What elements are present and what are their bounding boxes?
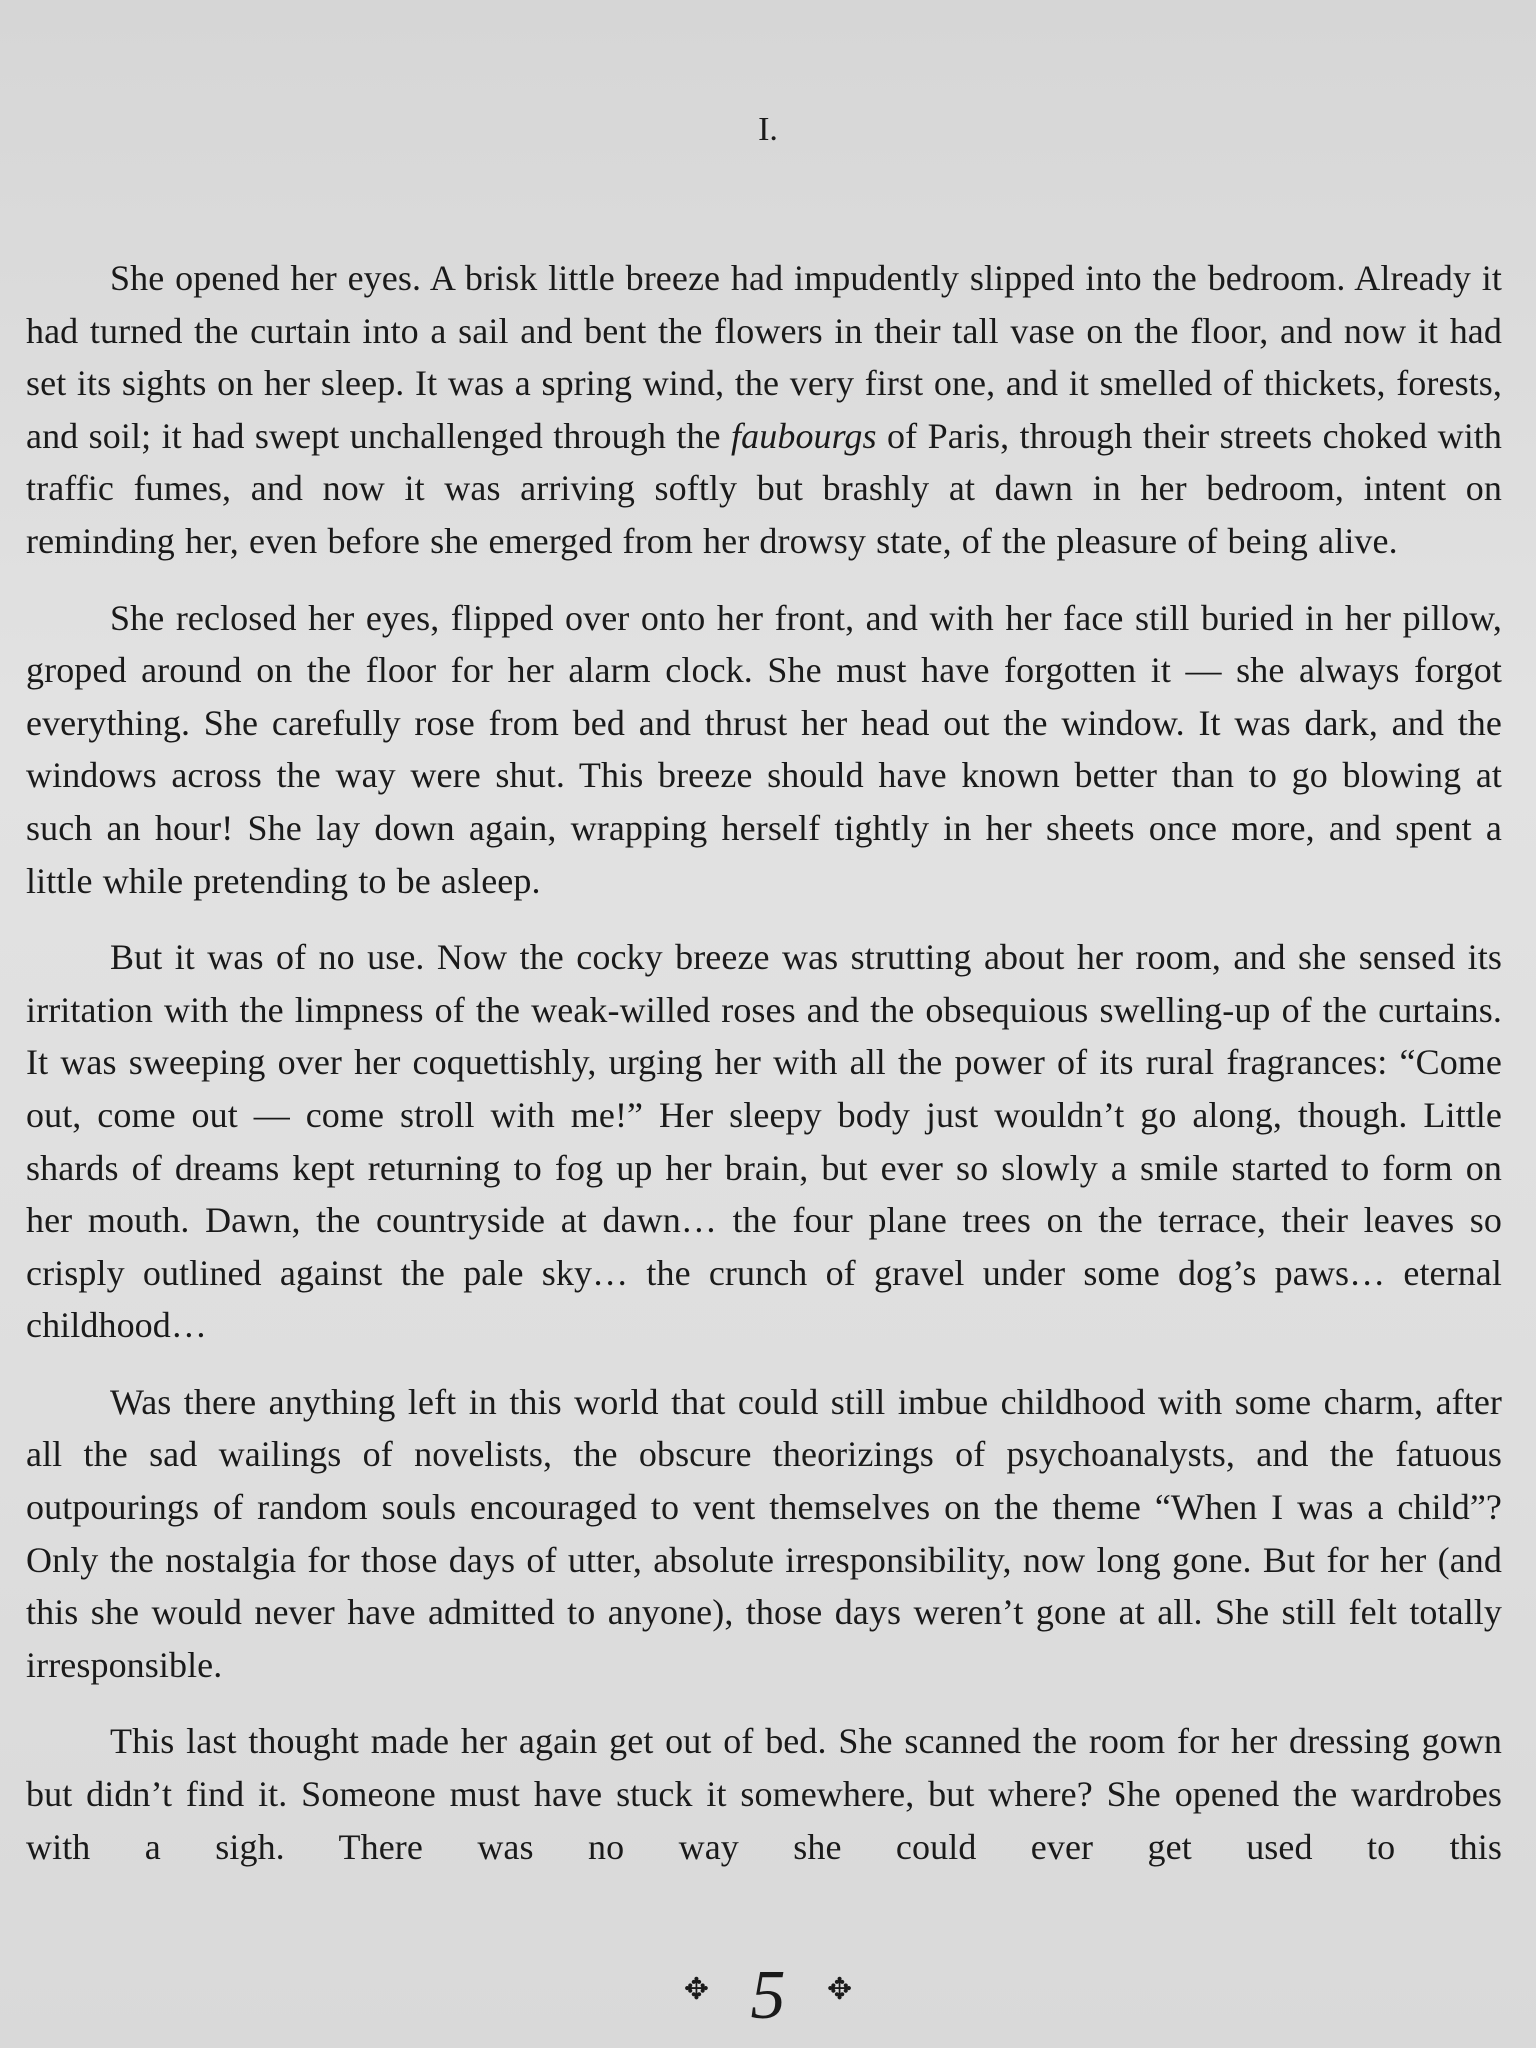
text-run: Was there anything left in this world that could still imbue childhood with some charm, after all the sad wailings of novelists, the obscure theorizings of psychoanalysts, and the fatuous outpourings of random souls encouraged to vent themselves on the theme “When I was a child”? Only the nostalgia for those days of utter, absolute irresponsibility, now long gone. But for her (and this she would never have admitted to anyone), those days weren’t gone at all. She still felt totally irresponsible. (26, 1381, 1502, 1685)
text-run: This last thought made her again get out of bed. She scanned the room for her dressing gown but didn’t find it. Someone must have stuck it somewhere, but where? She opened the wardrobes with a sigh. There was no way she could ever get used to this (26, 1721, 1502, 1867)
page-number: 5 (750, 1956, 786, 2034)
paragraph (26, 252, 1502, 568)
paragraph (26, 592, 1502, 908)
paragraph (26, 1715, 1502, 1873)
paragraph (26, 931, 1502, 1352)
body-text (26, 252, 1502, 1897)
chapter-heading: I. (758, 111, 778, 148)
text-run: of Paris, through their streets choked with traffic fumes, and now it was arriving softly but brashly at dawn in her bedroom, intent on reminding her, even before she emerged from her drowsy state, of the pleasure of being alive. (26, 415, 1503, 561)
text-run: She opened her eyes. A brisk little breeze had impudently slipped into the bedroom. Already it had turned the curtain into a sail and bent the flowers in their tall vase on the floor, and now it had set its sights on her sleep. It was a spring wind, the very first one, and it smelled of thickets, forests, and soil; it had swept unchallenged through the (26, 258, 1502, 456)
text-run: She reclosed her eyes, flipped over onto her front, and with her face still buried in her pillow, groped around on the floor for her alarm clock. She must have forgotten it — she always forgot everything. She carefully rose from bed and thrust her head out the window. It was dark, and the windows across the way were shut. This breeze should have known better than to go blowing at such an hour! She lay down again, wrapping herself tightly in her sheets once more, and spent a little while pretending to be asleep. (26, 597, 1502, 901)
text-run: But it was of no use. Now the cocky breeze was strutting about her room, and she sensed its irritation with the limpness of the weak-willed roses and the obsequious swelling-up of the curtains. It was sweeping over her coquettishly, urging her with all the power of its rural fragrances: “Come out, come out — come stroll with me!” Her sleepy body just wouldn’t go along, though. Little shards of dreams kept returning to fog up her brain, but ever so slowly a smile started to form on her mouth. Dawn, the countryside at dawn… the four plane trees on the terrace, their leaves so crisply outlined against the pale sky… the crunch of gravel under some dog’s paws… eternal childhood… (26, 937, 1502, 1346)
paragraph (26, 1376, 1502, 1692)
page-footer (0, 1950, 1536, 2036)
italic-text: faubourgs (731, 415, 877, 456)
ornament-left-icon: ✥ (683, 1972, 709, 2006)
ornament-right-icon: ✥ (827, 1972, 853, 2006)
